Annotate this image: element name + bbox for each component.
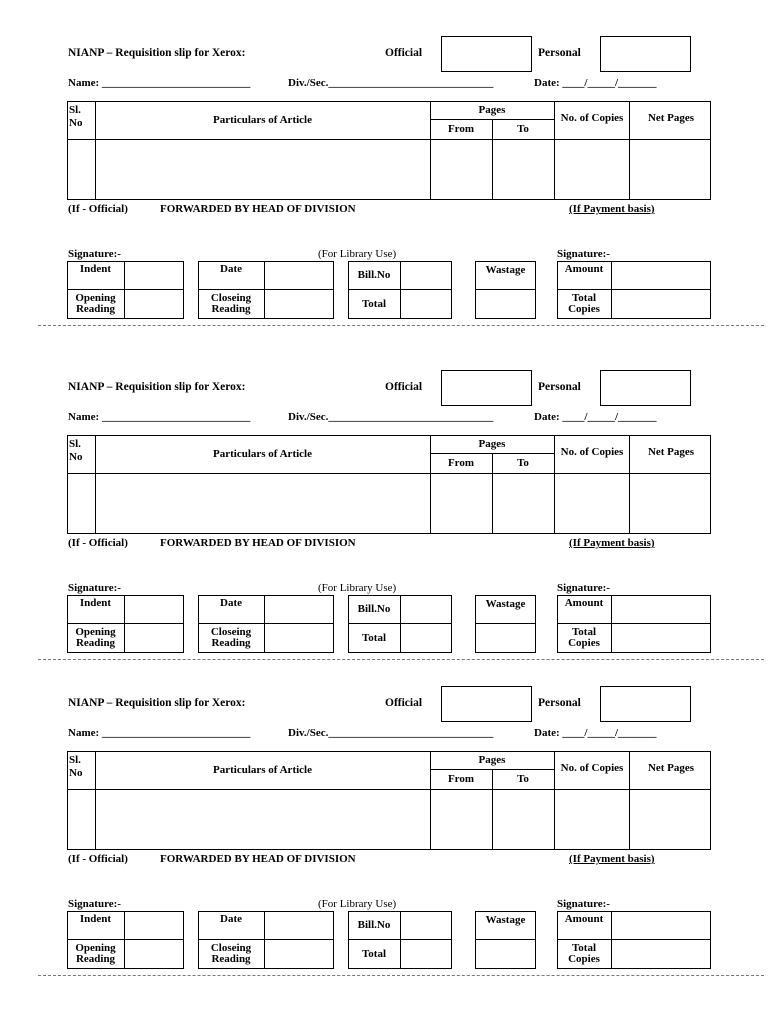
copies-header: No. of Copies — [560, 111, 624, 124]
signature-right: Signature:- — [557, 582, 610, 594]
amount-label: Amount — [564, 912, 604, 925]
copies-header: No. of Copies — [560, 445, 624, 458]
forwarded-label: FORWARDED BY HEAD OF DIVISION — [160, 853, 356, 865]
indent-label: Indent — [79, 912, 112, 925]
slip-title: NIANP – Requisition slip for Xerox: — [68, 47, 246, 59]
date-label-lib: Date — [220, 262, 242, 275]
personal-label: Personal — [538, 381, 581, 393]
from-header: From — [447, 456, 475, 469]
pages-header: Pages — [478, 438, 506, 450]
from-header: From — [447, 122, 475, 135]
if-official-label: (If - Official) — [68, 537, 128, 549]
personal-checkbox[interactable] — [600, 36, 691, 72]
division-field[interactable]: Div./Sec.______________________________ — [288, 411, 494, 423]
date-label-lib: Date — [220, 912, 242, 925]
sl-no-header: Sl. No — [69, 438, 83, 463]
library-use-label: (For Library Use) — [318, 248, 397, 260]
official-checkbox[interactable] — [441, 36, 532, 72]
amount-label: Amount — [564, 262, 604, 275]
cut-line — [38, 325, 764, 326]
wastage-label: Wastage — [485, 597, 526, 610]
opening-reading-label: Opening Reading — [75, 626, 116, 649]
total-copies-label: Total Copies — [568, 942, 600, 965]
payment-basis-label: (If Payment basis) — [569, 853, 655, 865]
closing-reading-label: Closeing Reading — [210, 626, 252, 649]
from-header: From — [447, 772, 475, 785]
date-field[interactable]: Date: ____/_____/_______ — [534, 727, 657, 739]
bill-no-label: Bill.No — [357, 919, 391, 931]
personal-checkbox[interactable] — [600, 370, 691, 406]
particulars-header: Particulars of Article — [213, 763, 312, 776]
signature-left: Signature:- — [68, 582, 121, 594]
requisition-slip-2 — [0, 334, 770, 660]
date-field[interactable]: Date: ____/_____/_______ — [534, 77, 657, 89]
sl-no-header: Sl. No — [69, 754, 83, 779]
sl-no-header: Sl. No — [69, 104, 83, 129]
bill-no-label: Bill.No — [357, 269, 391, 281]
personal-checkbox[interactable] — [600, 686, 691, 722]
if-official-label: (If - Official) — [68, 853, 128, 865]
opening-reading-label: Opening Reading — [75, 292, 116, 315]
official-label: Official — [385, 697, 423, 709]
official-label: Official — [385, 381, 423, 393]
signature-right: Signature:- — [557, 248, 610, 260]
pages-header: Pages — [478, 104, 506, 116]
wastage-label: Wastage — [485, 263, 526, 276]
date-field[interactable]: Date: ____/_____/_______ — [534, 411, 657, 423]
payment-basis-label: (If Payment basis) — [569, 203, 655, 215]
particulars-header: Particulars of Article — [213, 113, 312, 126]
forwarded-label: FORWARDED BY HEAD OF DIVISION — [160, 537, 356, 549]
to-header: To — [517, 456, 529, 469]
total-label: Total — [361, 947, 387, 960]
payment-basis-label: (If Payment basis) — [569, 537, 655, 549]
pages-header: Pages — [478, 754, 506, 766]
indent-label: Indent — [79, 596, 112, 609]
indent-label: Indent — [79, 262, 112, 275]
bill-no-label: Bill.No — [357, 603, 391, 615]
division-field[interactable]: Div./Sec.______________________________ — [288, 77, 494, 89]
total-label: Total — [361, 297, 387, 310]
name-field[interactable]: Name: ___________________________ — [68, 727, 251, 739]
official-checkbox[interactable] — [441, 686, 532, 722]
particulars-header: Particulars of Article — [213, 447, 312, 460]
slip-title: NIANP – Requisition slip for Xerox: — [68, 697, 246, 709]
forwarded-label: FORWARDED BY HEAD OF DIVISION — [160, 203, 356, 215]
to-header: To — [517, 772, 529, 785]
official-checkbox[interactable] — [441, 370, 532, 406]
signature-left: Signature:- — [68, 248, 121, 260]
name-field[interactable]: Name: ___________________________ — [68, 77, 251, 89]
net-pages-header: Net Pages — [647, 111, 695, 124]
personal-label: Personal — [538, 47, 581, 59]
official-label: Official — [385, 47, 423, 59]
if-official-label: (If - Official) — [68, 203, 128, 215]
total-label: Total — [361, 631, 387, 644]
name-field[interactable]: Name: ___________________________ — [68, 411, 251, 423]
requisition-slip-1 — [0, 0, 770, 326]
total-copies-label: Total Copies — [568, 292, 600, 315]
closing-reading-label: Closeing Reading — [210, 292, 252, 315]
net-pages-header: Net Pages — [647, 761, 695, 774]
amount-label: Amount — [564, 596, 604, 609]
copies-header: No. of Copies — [560, 761, 624, 774]
opening-reading-label: Opening Reading — [75, 942, 116, 965]
library-use-label: (For Library Use) — [318, 582, 397, 594]
total-copies-label: Total Copies — [568, 626, 600, 649]
division-field[interactable]: Div./Sec.______________________________ — [288, 727, 494, 739]
slip-title: NIANP – Requisition slip for Xerox: — [68, 381, 246, 393]
cut-line — [38, 975, 764, 976]
date-label-lib: Date — [220, 596, 242, 609]
library-use-label: (For Library Use) — [318, 898, 397, 910]
to-header: To — [517, 122, 529, 135]
net-pages-header: Net Pages — [647, 445, 695, 458]
wastage-label: Wastage — [485, 913, 526, 926]
requisition-slip-3 — [0, 650, 770, 976]
personal-label: Personal — [538, 697, 581, 709]
closing-reading-label: Closeing Reading — [210, 942, 252, 965]
signature-left: Signature:- — [68, 898, 121, 910]
signature-right: Signature:- — [557, 898, 610, 910]
